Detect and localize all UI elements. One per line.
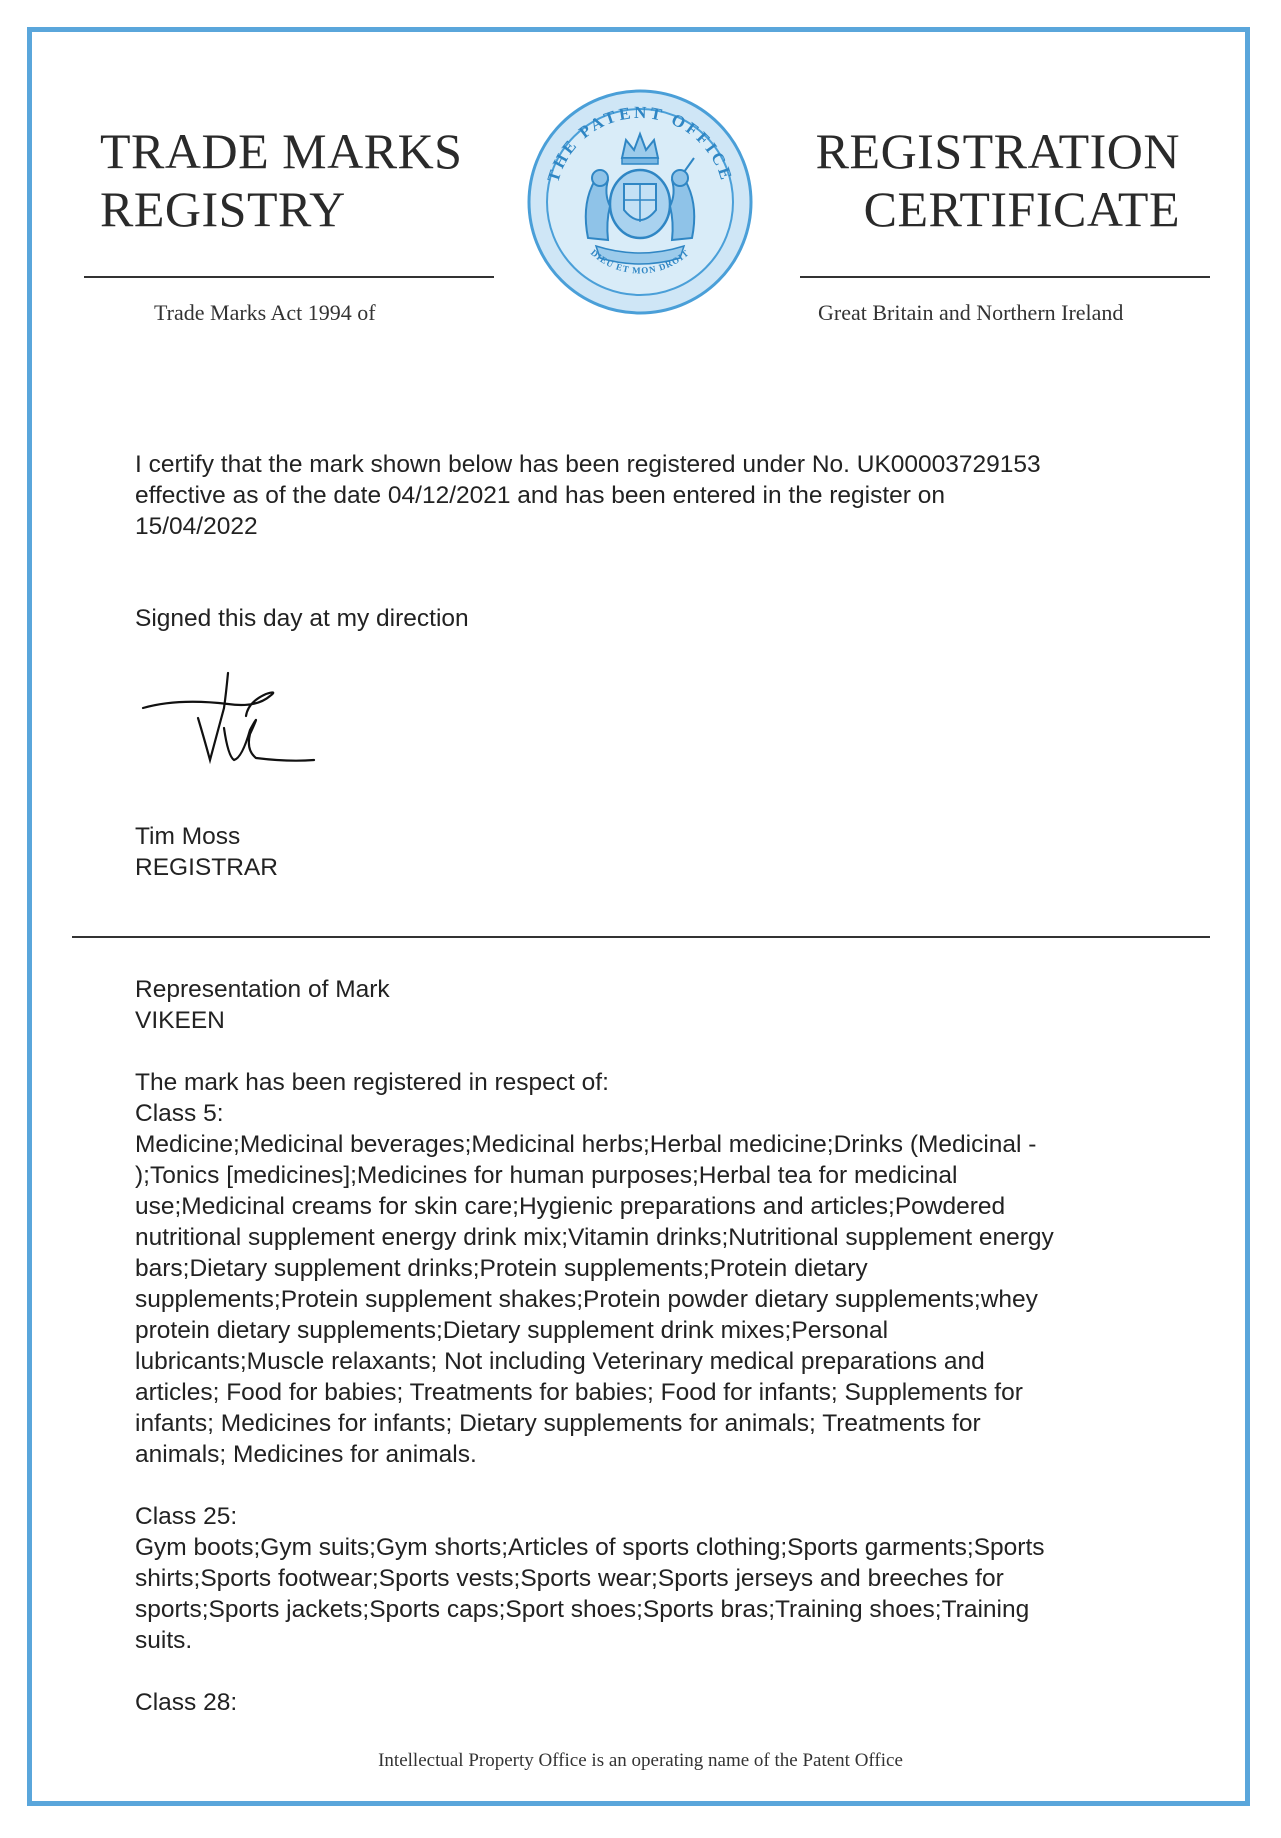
title-line: CERTIFICATE [863,181,1180,237]
act-subtitle: Trade Marks Act 1994 of [154,300,376,325]
goods-line: supplements;Protein supplement shakes;Protein powder dietary supplements;whey [135,1286,1038,1313]
title-line: REGISTRY [100,181,346,237]
class-28-heading: Class 28: [135,1689,238,1716]
goods-line: Gym boots;Gym suits;Gym shorts;Articles of sports clothing;Sports garments;Sports [135,1534,1045,1561]
title-line: TRADE MARKS [100,123,463,179]
goods-line: infants; Medicines for infants; Dietary supplements for animals; Treatments for [135,1410,981,1437]
jurisdiction-subtitle: Great Britain and Northern Ireland [818,300,1124,325]
seal-motto-text: DIEU ET MON DROIT [588,247,692,276]
goods-line: articles; Food for babies; Treatments for babies; Food for infants; Supplements for [135,1379,1023,1406]
mark-heading: Representation of Mark [135,976,390,1003]
goods-line: lubricants;Muscle relaxants; Not including Veterinary medical preparations and [135,1348,985,1375]
patent-office-seal-icon [526,88,754,316]
class-25-heading: Class 25: [135,1503,238,1530]
certification-line: 15/04/2022 [135,513,258,540]
registrar-signature [138,668,328,783]
right-header-rule [800,276,1210,278]
certification-statement [135,449,1165,542]
goods-line: Medicine;Medicinal beverages;Medicinal herbs;Herbal medicine;Drinks (Medicinal - [135,1131,1037,1158]
certification-line: I certify that the mark shown below has been registered under No. UK00003729153 [135,451,1041,478]
mark-representation [135,974,1165,1036]
registrar-name: Tim Moss [135,823,241,850]
mark-name: VIKEEN [135,1007,225,1034]
left-header-rule [84,276,494,278]
goods-line: nutritional supplement energy drink mix;Vitamin drinks;Nutritional supplement energy [135,1224,1054,1251]
footer-note: Intellectual Property Office is an operating name of the Patent Office [378,1750,903,1771]
title-line: REGISTRATION [815,123,1180,179]
certification-line: effective as of the date 04/12/2021 and has been entered in the register on [135,482,946,509]
goods-line: );Tonics [medicines];Medicines for human purposes;Herbal tea for medicinal [135,1162,958,1189]
registrar-block [135,821,1165,883]
class-5-heading: Class 5: [135,1100,224,1127]
goods-line: shirts;Sports footwear;Sports vests;Sports wear;Sports jerseys and breeches for [135,1565,1004,1592]
trade-marks-registry-title [100,122,462,238]
goods-line: sports;Sports jackets;Sports caps;Sport shoes;Sports bras;Training shoes;Training [135,1596,1030,1623]
goods-line: protein dietary supplements;Dietary supplement drink mixes;Personal [135,1317,889,1344]
goods-line: use;Medicinal creams for skin care;Hygienic preparations and articles;Powdered [135,1193,1006,1220]
goods-line: animals; Medicines for animals. [135,1441,477,1468]
signed-statement: Signed this day at my direction [135,605,469,632]
registrar-title: REGISTRAR [135,854,278,881]
goods-line: suits. [135,1627,193,1654]
registration-certificate-title [790,122,1180,238]
class-25-goods [135,1532,1165,1656]
goods-line: bars;Dietary supplement drinks;Protein supplements;Protein dietary [135,1255,868,1282]
section-divider [72,936,1210,938]
classes-section [135,1067,1165,1718]
seal-top-text: THE PATENT OFFICE [543,102,737,185]
classes-intro: The mark has been registered in respect of: [135,1069,609,1096]
class-5-goods [135,1129,1165,1470]
